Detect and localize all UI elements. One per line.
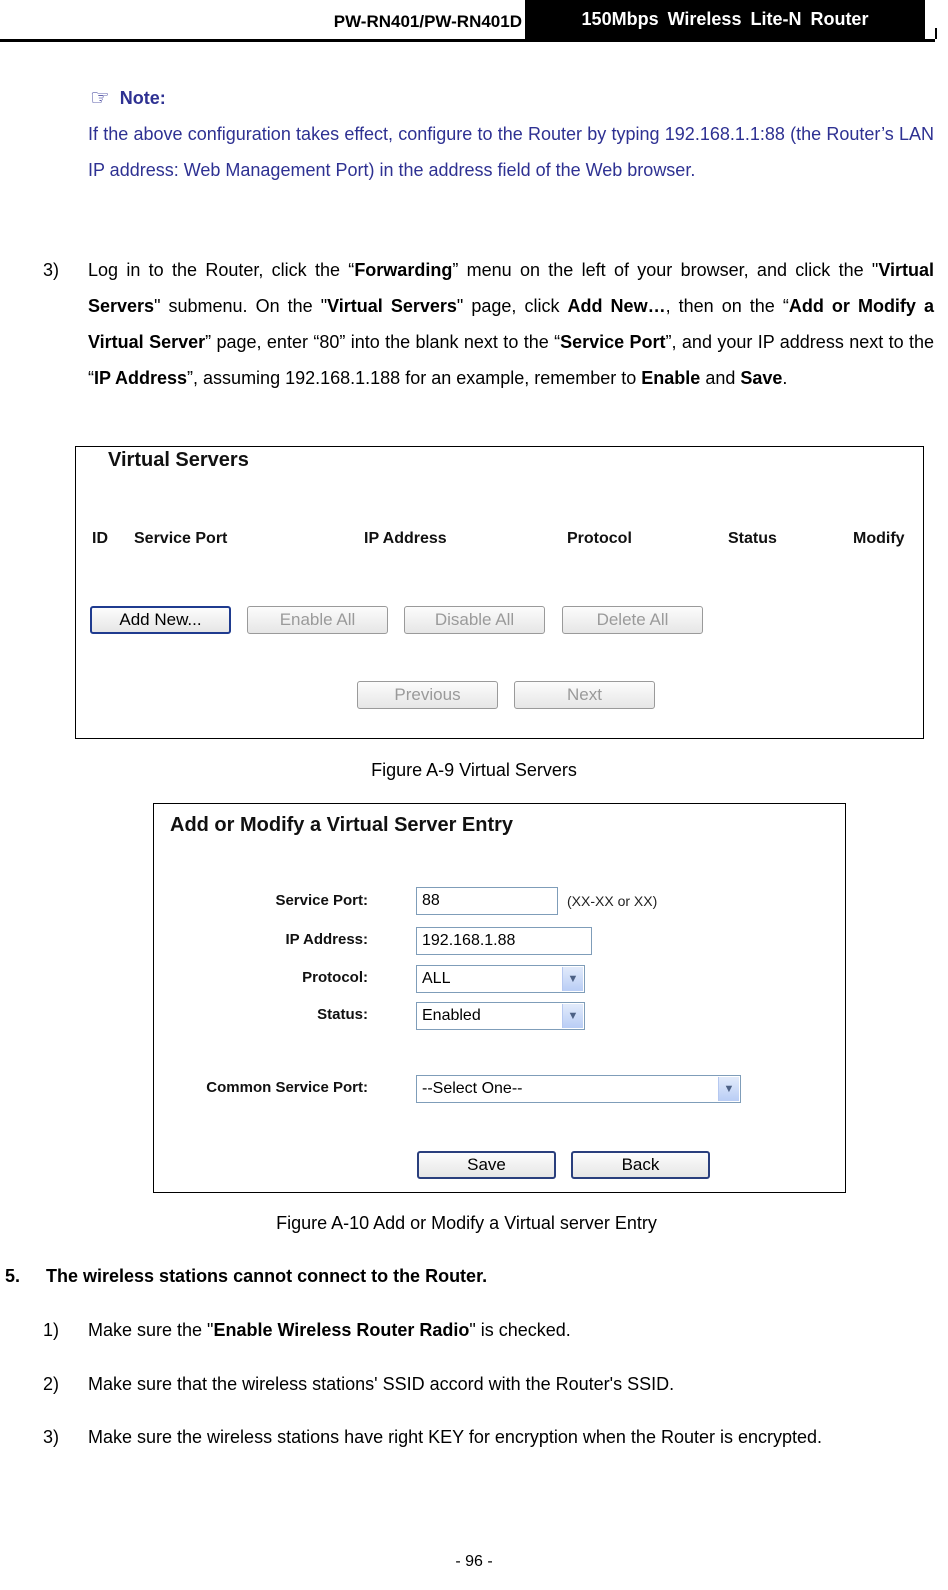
- delete-all-button[interactable]: Delete All: [562, 606, 703, 634]
- header-product: 150Mbps Wireless Lite-N Router: [525, 0, 925, 39]
- service-port-input[interactable]: 88: [416, 887, 558, 915]
- common-service-port-value: --Select One--: [422, 1080, 523, 1097]
- text-run: ”, assuming 192.168.1.188 for an example, remember to: [187, 368, 642, 388]
- protocol-value: ALL: [422, 970, 451, 987]
- figure-title: Add or Modify a Virtual Server Entry: [170, 814, 514, 836]
- status-select[interactable]: [416, 1002, 585, 1030]
- bold-run: IP Address: [94, 368, 188, 388]
- bold-run: Add New…: [567, 296, 666, 316]
- disable-all-button[interactable]: Disable All: [404, 606, 545, 634]
- status-value: Enabled: [422, 1007, 481, 1024]
- figure-a10-caption: Figure A-10 Add or Modify a Virtual server Entry: [276, 1213, 657, 1233]
- item1-number: 1): [43, 1320, 60, 1340]
- common-service-port-select[interactable]: [416, 1075, 741, 1103]
- bold-run: Add or Modify a Virtual Server: [88, 296, 934, 352]
- ip-address-input[interactable]: 192.168.1.88: [416, 927, 592, 955]
- header-rule: [0, 39, 935, 42]
- chevron-down-icon[interactable]: ▼: [562, 1004, 583, 1028]
- note-block: [88, 80, 934, 188]
- item3-text: Make sure the wireless stations have right KEY for encryption when the Router is encrypted.: [88, 1427, 823, 1447]
- section-number: 5.: [5, 1266, 21, 1286]
- item2-number: 2): [43, 1374, 60, 1394]
- enable-all-button[interactable]: Enable All: [247, 606, 388, 634]
- text-run: .: [782, 368, 788, 388]
- figure-a9-caption: Figure A-9 Virtual Servers: [371, 760, 577, 780]
- status-label: Status:: [317, 1006, 368, 1023]
- header-model: PW-RN401/PW-RN401D: [333, 12, 522, 31]
- note-title-text: Note:: [119, 88, 166, 108]
- next-button[interactable]: Next: [514, 681, 655, 709]
- service-port-hint: (XX-XX or XX): [567, 893, 658, 909]
- column-id: ID: [92, 530, 108, 547]
- bold-run: Virtual Servers: [88, 260, 934, 316]
- figure-title: Virtual Servers: [108, 449, 249, 471]
- pointing-hand-icon: ☞: [90, 85, 110, 110]
- step3-number: 3): [43, 260, 60, 280]
- text-run: and: [700, 368, 741, 388]
- text-run: , then on the “: [665, 296, 789, 316]
- bold-run: Enable: [641, 368, 701, 388]
- virtual-servers-figure: [75, 446, 924, 739]
- bold-run: Forwarding: [354, 260, 453, 280]
- page-header: [0, 0, 948, 42]
- text-run: ” menu on the left of your browser, and click the ": [452, 260, 879, 280]
- column-protocol: Protocol: [567, 530, 632, 547]
- ip-address-label: IP Address:: [285, 931, 368, 948]
- text-run: " page, click: [456, 296, 568, 316]
- column-modify: Modify: [853, 530, 905, 547]
- item3-number: 3): [43, 1427, 60, 1447]
- bold-run: Save: [740, 368, 783, 388]
- previous-button[interactable]: Previous: [357, 681, 498, 709]
- text-run: ” page, enter “80” into the blank next to the “: [205, 332, 561, 352]
- service-port-label: Service Port:: [275, 892, 368, 909]
- section-heading: The wireless stations cannot connect to the Router.: [46, 1266, 488, 1286]
- step3-paragraph: [88, 252, 934, 396]
- page-number: - 96 -: [455, 1553, 493, 1570]
- back-button[interactable]: Back: [571, 1151, 710, 1179]
- chevron-down-icon[interactable]: ▼: [562, 967, 583, 991]
- add-new-button[interactable]: Add New...: [90, 606, 231, 634]
- save-button[interactable]: Save: [417, 1151, 556, 1179]
- bold-run: Enable Wireless Router Radio: [213, 1320, 470, 1340]
- note-title: [90, 80, 934, 116]
- text-run: " is checked.: [469, 1320, 571, 1340]
- bold-run: Virtual Servers: [327, 296, 457, 316]
- text-run: ”, and your IP address next to the “: [88, 332, 935, 388]
- column-service-port: Service Port: [134, 530, 228, 547]
- item1-text: [88, 1312, 934, 1348]
- protocol-select[interactable]: [416, 965, 585, 993]
- chevron-down-icon[interactable]: ▼: [718, 1077, 739, 1101]
- text-run: Make sure the ": [88, 1320, 214, 1340]
- column-ip-address: IP Address: [364, 530, 447, 547]
- add-modify-entry-figure: [153, 803, 846, 1193]
- text-run: Log in to the Router, click the “: [88, 260, 355, 280]
- common-service-port-label: Common Service Port:: [206, 1079, 368, 1096]
- item2-text: Make sure that the wireless stations' SSID accord with the Router's SSID.: [88, 1374, 675, 1394]
- column-status: Status: [728, 530, 777, 547]
- bold-run: Service Port: [560, 332, 666, 352]
- header-tick: [927, 28, 937, 39]
- protocol-label: Protocol:: [302, 969, 368, 986]
- text-run: " submenu. On the ": [154, 296, 328, 316]
- note-text: If the above configuration takes effect, configure to the Router by typing 192.168.1.1:88 (the Router’s LAN IP address: Web Management Port) in the address field of the Web browser.: [88, 124, 934, 180]
